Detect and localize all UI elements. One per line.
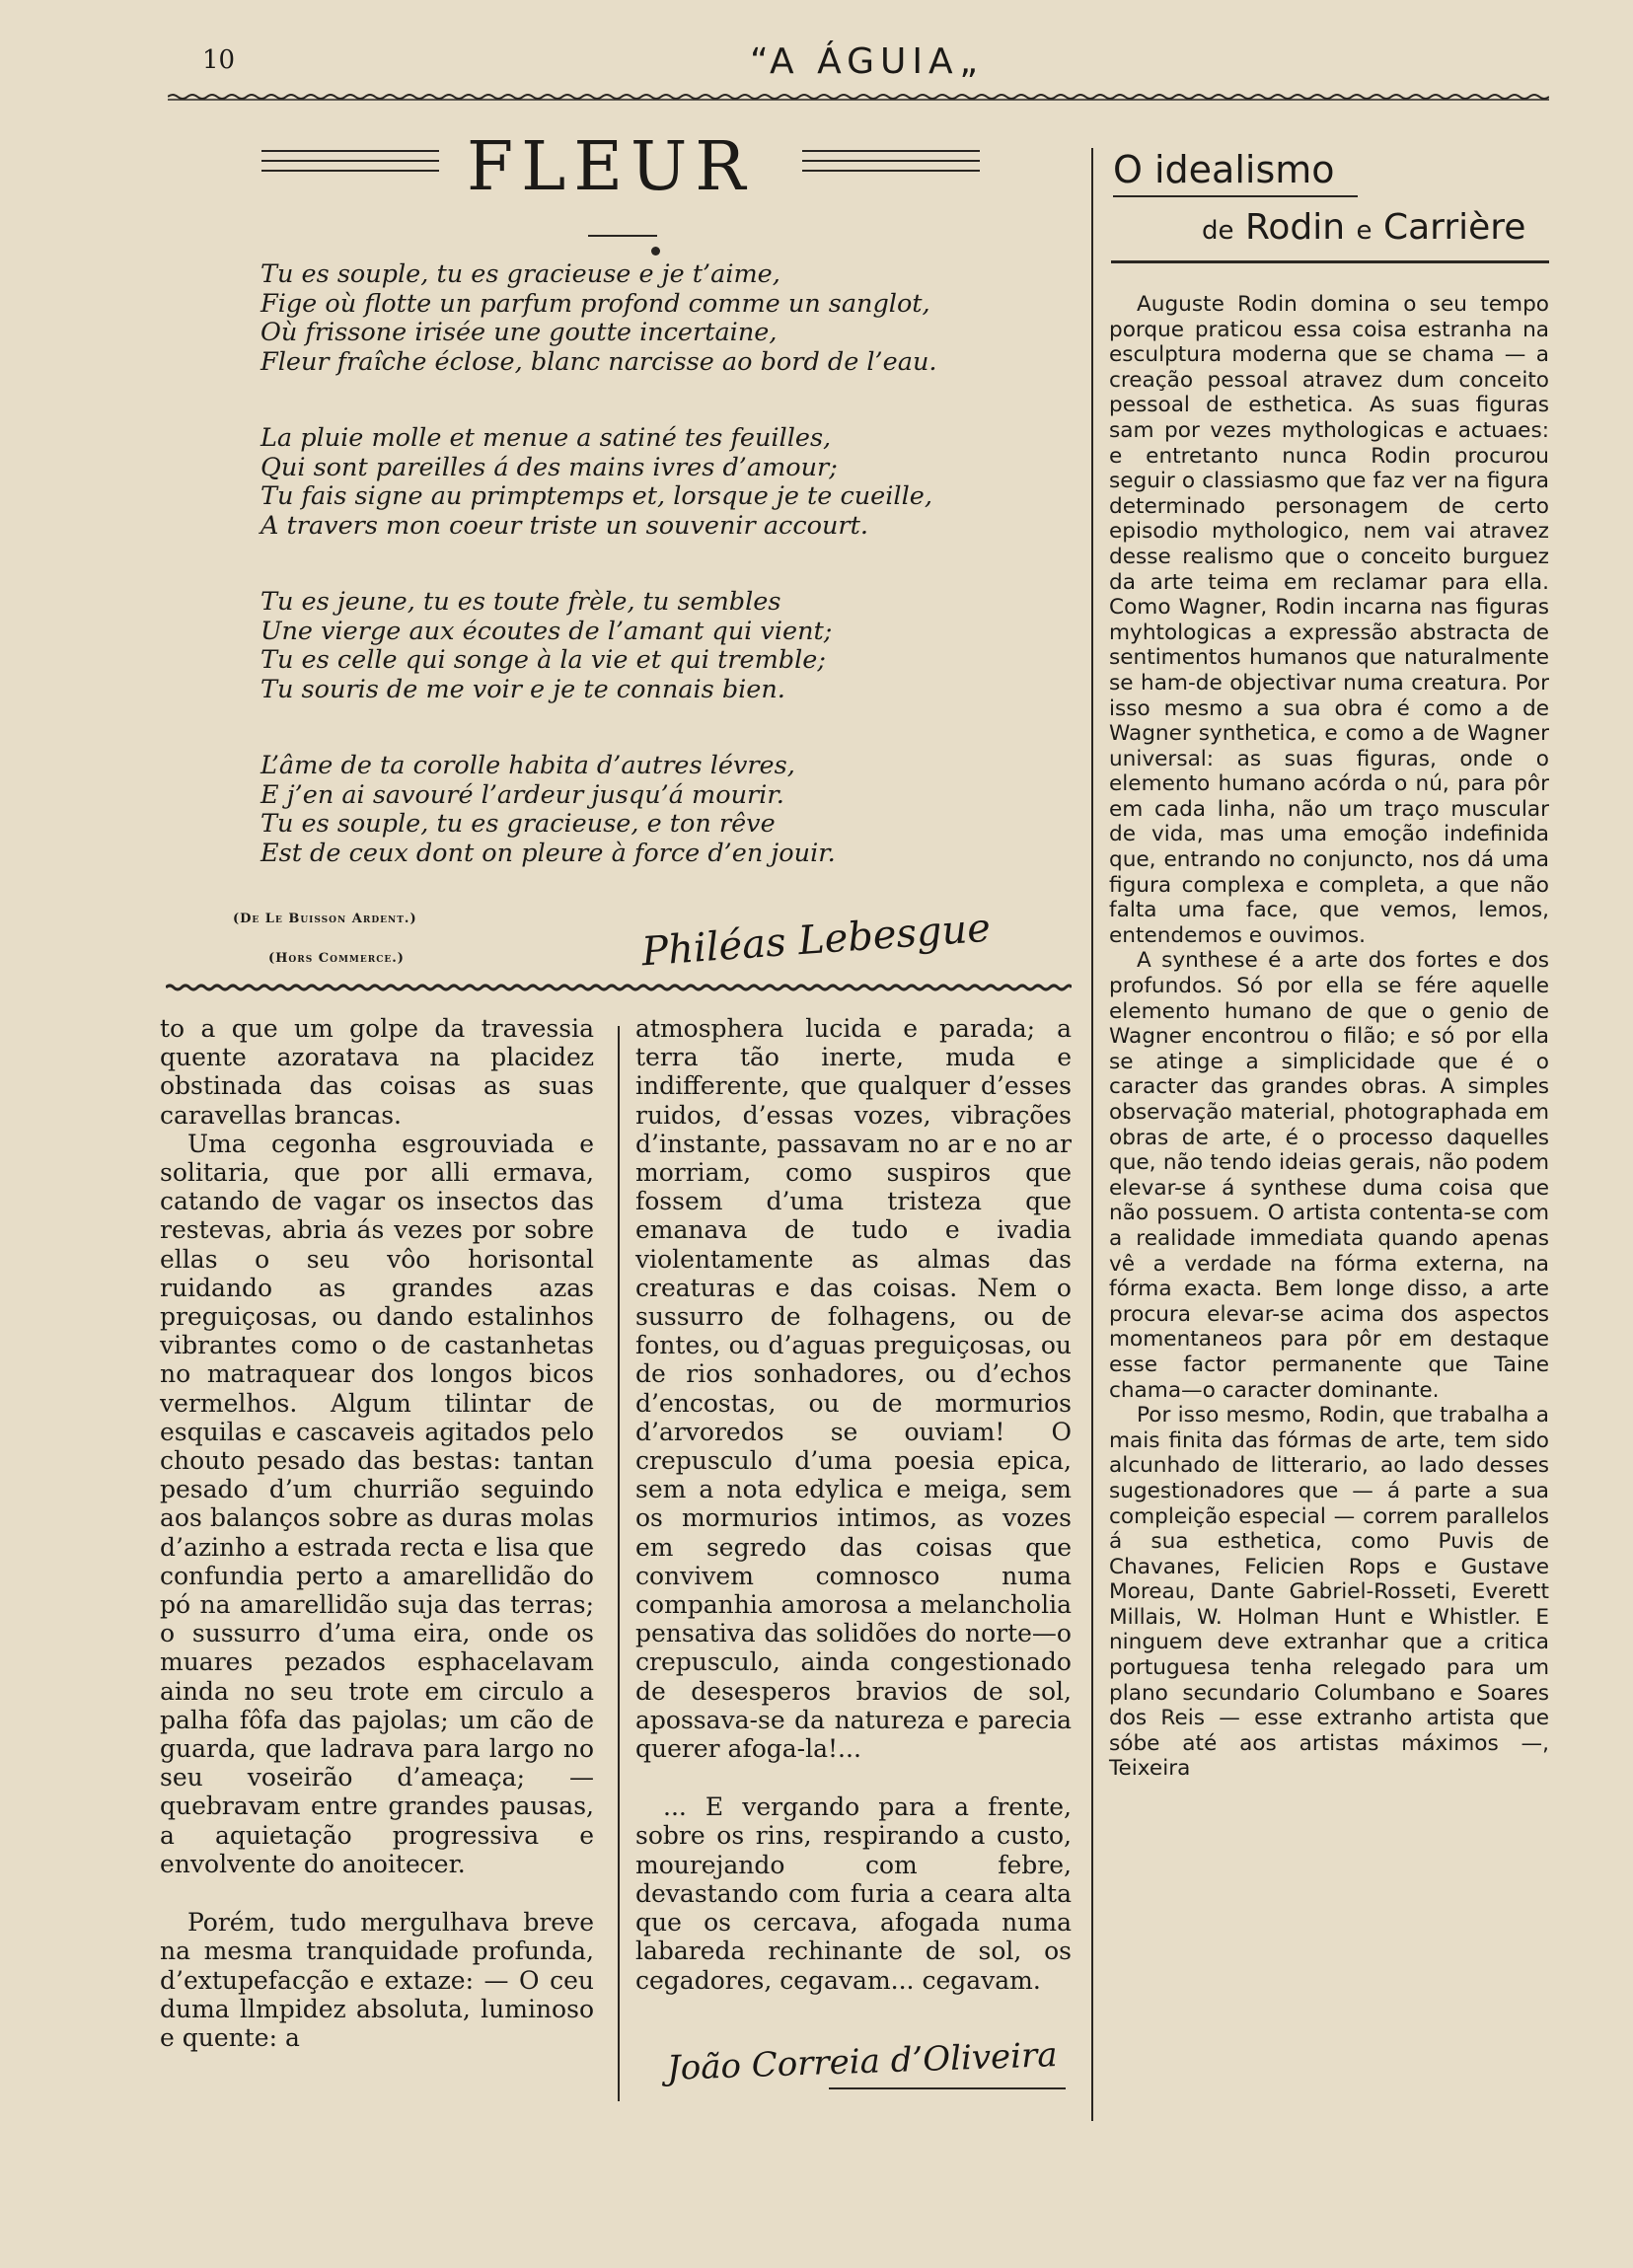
poem-source: (De Le Buisson Ardent.)	[233, 912, 417, 926]
poem-line: Tu es souple, tu es gracieuse, e ton rêve	[260, 809, 776, 839]
section-wavy-rule	[166, 983, 1072, 992]
story-column-1	[160, 1014, 594, 2052]
poem-header	[261, 128, 982, 207]
poem-line: Fleur fraîche éclose, blanc narcisse ao bord de l’eau.	[260, 346, 937, 377]
article-subtitle-rule	[1111, 260, 1549, 263]
poem-line: Tu fais signe au primptemps et, lorsque je te cueille,	[260, 481, 932, 511]
story-paragraph: to a que um golpe da travessia quente azoratava na placidez obstinada das coisas as suas caravellas brancas.	[160, 1014, 594, 1130]
poem-signature: Philéas Lebesgue	[639, 905, 993, 976]
story-paragraph: ... E vergando para a frente, sobre os rins, respirando a custo, mourejando com febre, devastando com furia a ceara alta que os cercava, afogada numa labareda rechinante de sol, os cegadores, cegavam... cegavam.	[635, 1792, 1072, 1995]
article-title-rule	[1113, 195, 1358, 197]
article-paragraph: Por isso mesmo, Rodin, que trabalha a mais finita das fórmas de arte, tem sido alcunhado de litterario, ao lado desses sugestionadores que — á parte a sua compleição especial — correm parallelos á sua esthetica, como Puvis de Chavanes, Felicien Rops e Gustave Moreau, Dante Gabriel-Rosseti, Everett Millais, W. Holman Hunt e Whistler. E ninguem deve extranhar que a critica portuguesa tenha relegado para um plano secundario Columbano e Soares dos Reis — esse extranho artista que sóbe até aos artistas máximos —, Teixeira	[1109, 1403, 1549, 1782]
article-paragraph: A synthese é a arte dos fortes e dos profundos. Só por ella se fére aquelle elemento humano de que o genio de Wagner encontrou o filão; e só por ella se atinge a simplicidade que é o caracter das grandes obras. A simples observação material, photographada em obras de arte, é o processo daquelles que, não tendo ideias gerais, não podem elevar-se á synthese duma coisa que não possuem. O artista contenta-se com a realidade immediata quando apenas vê a verdade na fórma externa, na fórma exacta. Bem longe disso, a arte procura elevar-se acima dos aspectos momentaneos para pôr em destaque esse factor permanente que Taine chama—o caracter dominante.	[1109, 948, 1549, 1403]
running-title: “A ÁGUIA„	[750, 41, 985, 82]
column-divider-middle	[618, 1026, 620, 2101]
header-wavy-rule	[168, 91, 1549, 101]
poem-line: Où frissone irisée une goutte incertaine,	[260, 318, 778, 347]
ornament-dot	[651, 247, 660, 256]
signature-underline	[829, 2087, 1066, 2089]
story-paragraph: Uma cegonha esgrouviada e solitaria, que por alli ermava, catando de vagar os insectos das restevas, abria ás vezes por sobre ellas o seu vôo horisontal ruidando as grandes azas preguiçosas, ou dando estalinhos vibrantes como o de castanhetas no matraquear dos longos bicos vermelhos. Algum tilintar de esquilas e cascaveis agitados pelo chouto pesado das bestas: tantan pesado d’um churrião seguindo aos balanços sobre as duras molas d’azinho a estrada recta e lisa que confundia perto a amarellidão do pó na amarellidão suja das terras; o sussurro d’uma eira, onde os muares pezados esphacelavam ainda no seu trote em circulo a palha fôfa das pajolas; um cão de guarda, que ladrava para largo no seu voseirão d’ameaça; — quebravam entre grandes pausas, a aquietação progressiva e envolvente do anoitecer.	[160, 1129, 594, 1878]
column-divider-right	[1091, 148, 1093, 2121]
poem-line: Tu es souple, tu es gracieuse e je t’aime,	[260, 259, 780, 289]
article-title: O idealismo	[1113, 148, 1335, 191]
poem-line: La pluie molle et menue a satiné tes feuilles,	[260, 423, 832, 453]
title-ornament-left	[261, 150, 439, 189]
poem-line: Tu es jeune, tu es toute frèle, tu sembles	[260, 587, 781, 617]
story-paragraph: Porém, tudo mergulhava breve na mesma tranquidade profunda, d’extupefacção e extaze: — O ceu duma llmpidez absoluta, luminoso e quente: a	[160, 1908, 594, 2052]
article-subtitle: de Rodin e Carrière	[1202, 207, 1526, 248]
article-body	[1109, 292, 1549, 1782]
poem-line: L’âme de ta corolle habita d’autres lévres,	[260, 751, 795, 780]
page-number: 10	[202, 45, 236, 75]
poem-line: A travers mon coeur triste un souvenir accourt.	[260, 510, 868, 541]
poem-note: (Hors Commerce.)	[268, 951, 405, 966]
story-paragraph: atmosphera lucida e parada; a terra tão inerte, muda e indifferente, que qualquer d’esses ruidos, d’essas vozes, vibrações d’instante, passavam no ar e no ar morriam, como suspiros que fossem d’uma tristeza que emanava de tudo e ivadia violentamente as almas das creaturas e das coisas. Nem o sussurro de folhagens, ou de fontes, ou d’aguas preguiçosas, ou de rios sonhadores, ou d’echos d’encostas, ou de mormurios d’arvoredos se ouviam! O crepusculo d’uma poesia epica, sem a nota edylica e meiga, sem os mormurios intimos, as vozes em segredo das coisas que convivem comnosco numa companhia amorosa a melancholia pensativa das solidões do norte—o crepusculo, ainda congestionado de desesperos bravios de sol, apossava-se da natureza e parecia querer afoga-la!...	[635, 1014, 1072, 1764]
poem-line: Une vierge aux écoutes de l’amant qui vient;	[260, 616, 833, 646]
poem-line: Qui sont pareilles á des mains ivres d’amour;	[260, 452, 838, 482]
poem-line: Est de ceux dont on pleure à force d’en jouir.	[260, 838, 836, 868]
title-short-rule	[588, 235, 657, 237]
poem-title: FLEUR	[467, 128, 754, 206]
title-ornament-right	[802, 150, 980, 189]
poem-stanza-3	[260, 588, 971, 704]
poem-stanza-4	[260, 752, 971, 868]
story-column-2	[635, 1014, 1072, 1995]
article-paragraph: Auguste Rodin domina o seu tempo porque praticou essa coisa estranha na esculptura moderna que se chama — a creação pessoal atravez dum conceito pessoal de esthetica. As suas figuras sam por vezes mythologicas e actuaes: e entretanto nunca Rodin procurou seguir o classiasmo que faz ver na figura determinado personagem de certo episodio mythologico, nem vai atravez desse realismo que o conceito burguez da arte teima em reclamar para ella. Como Wagner, Rodin incarna nas figuras myhtologicas a expressão abstracta de sentimentos humanos que naturalmente se ham-de objectivar numa creatura. Por isso mesmo a sua obra é como a de Wagner synthetica, e como a de Wagner universal: as suas figuras, onde o elemento humano acórda o nú, para pôr em cada linha, não um traço muscular de vida, mas uma emoção indefinida que, entrando no conjuncto, nos dá uma figura complexa e completa, a que não falta uma face, que vemos, lemos, entendemos e ouvimos.	[1109, 292, 1549, 948]
poem-line: Tu souris de me voir e je te connais bien.	[260, 674, 785, 704]
poem-line: Tu es celle qui songe à la vie et qui tremble;	[260, 645, 826, 675]
poem-line: Fige où flotte un parfum profond comme un sanglot,	[260, 288, 930, 319]
poem-line: E j’en ai savouré l’ardeur jusqu’á mourir.	[260, 779, 784, 810]
poem-stanza-2	[260, 424, 971, 541]
poem-stanza-1	[260, 260, 971, 377]
story-signature: João Correia d’Oliveira	[666, 2035, 1059, 2088]
